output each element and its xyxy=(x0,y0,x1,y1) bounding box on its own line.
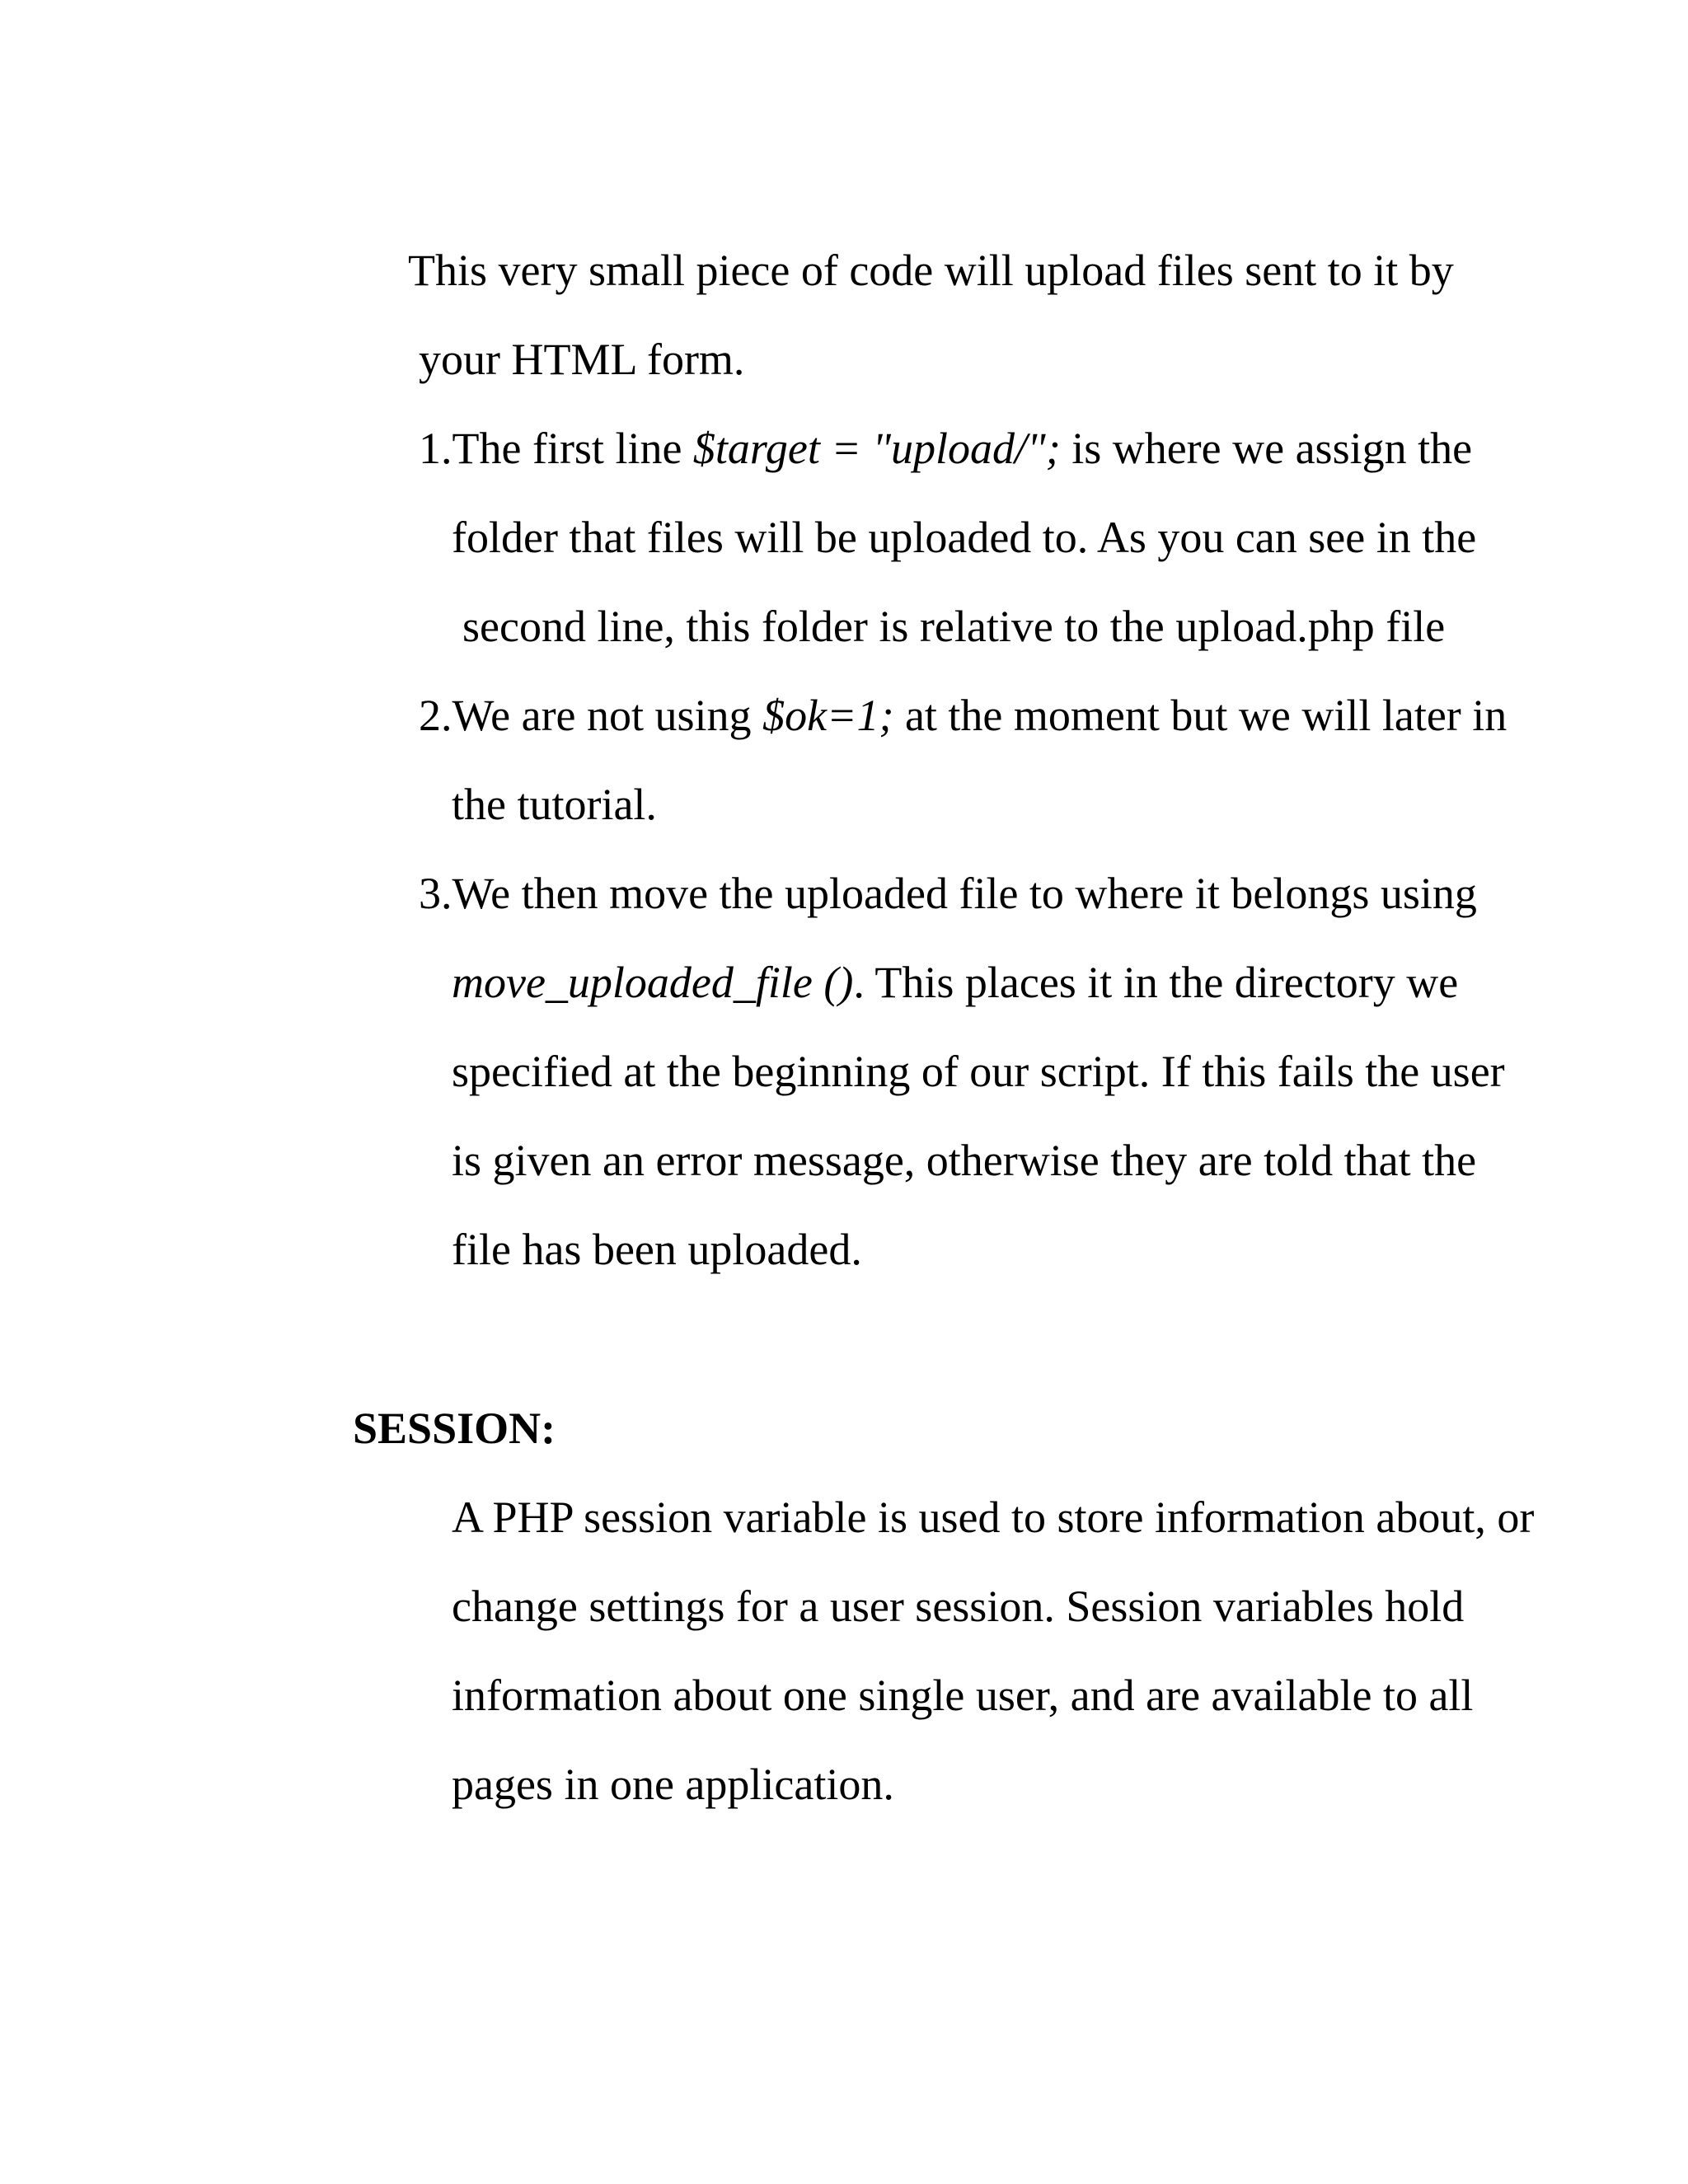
list-item-3-line-2 xyxy=(452,960,1458,1005)
list-item-1-line-3: second line, this folder is relative to the upload.php file xyxy=(462,602,1446,651)
intro-line-1: This very small piece of code will upload files sent to it by xyxy=(408,246,1454,295)
intro-line-2: your HTML form. xyxy=(419,335,745,384)
session-paragraph-line-4: pages in one application. xyxy=(452,1760,894,1809)
list-number: 1. xyxy=(419,424,452,473)
code-snippet: move_uploaded_file () xyxy=(452,958,854,1007)
code-snippet: $target = "upload/"; xyxy=(692,424,1061,473)
session-paragraph-line-2: change settings for a user session. Session variables hold xyxy=(452,1582,1465,1631)
session-paragraph-line-3: information about one single user, and are available to all xyxy=(452,1671,1474,1720)
list-text: is where we assign the xyxy=(1060,424,1473,473)
list-text: We are not using xyxy=(452,691,763,740)
list-text: . This places it in the directory we xyxy=(853,958,1459,1007)
list-text: The first line xyxy=(452,424,693,473)
list-number: 2. xyxy=(419,691,452,740)
session-paragraph-line-1: A PHP session variable is used to store information about, or xyxy=(452,1493,1535,1542)
list-item-3-line-4: is given an error message, otherwise they are told that the xyxy=(452,1136,1477,1185)
list-number: 3. xyxy=(419,869,452,918)
list-text: We then move the uploaded file to where it belongs using xyxy=(452,869,1477,918)
list-item-1-line-2: folder that files will be uploaded to. As you can see in the xyxy=(452,513,1477,562)
list-item-1-line-1 xyxy=(419,426,1472,471)
list-item-3-line-1 xyxy=(419,871,1477,916)
list-text: at the moment but we will later in xyxy=(893,691,1507,740)
list-item-3-line-5: file has been uploaded. xyxy=(452,1225,862,1274)
list-item-2-line-1 xyxy=(419,693,1507,738)
section-heading-session: SESSION: xyxy=(353,1404,556,1453)
code-snippet: $ok=1; xyxy=(762,691,894,740)
list-item-2-line-2: the tutorial. xyxy=(452,780,657,829)
list-item-3-line-3: specified at the beginning of our script. If this fails the user xyxy=(452,1047,1505,1096)
